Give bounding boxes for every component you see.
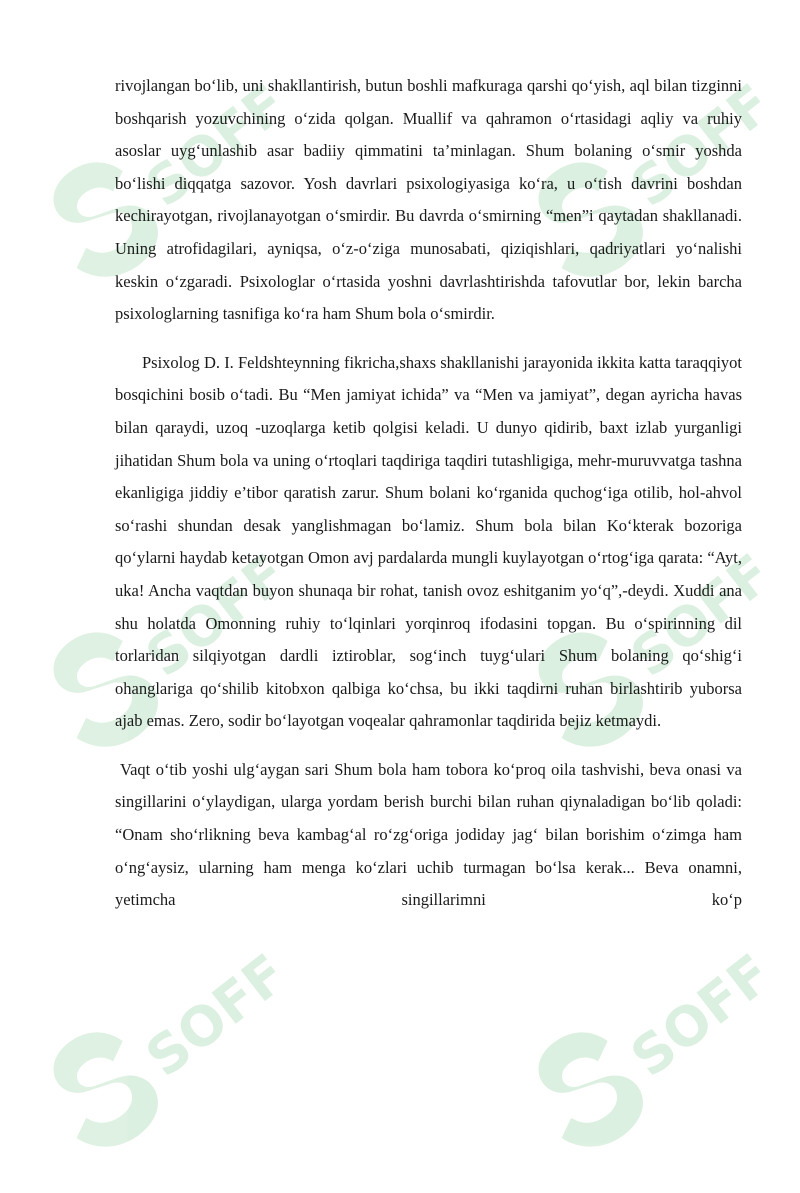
paragraph-3: Vaqt o‘tib yoshi ulg‘aygan sari Shum bola ham tobora ko‘proq oila tashvishi, beva onasi va singillarini o‘ylaydigan, ularga yordam berish burchi bilan ruhan qiynaladigan bo‘lib qoladi: “Onam sho‘rlikning beva kambag‘al ro‘zg‘origa jodiday jag‘ bilan borishim o‘zimga ham o‘ng‘aysiz, ularning ham menga ko‘zlari uchib turmagan bo‘lsa kerak... Beva onamni, yetimcha singillarimni ko‘p <box>115 759 742 910</box>
svg-text:SOFF: SOFF <box>619 941 784 1090</box>
svg-text:SOFF: SOFF <box>134 71 299 220</box>
watermark-art <box>489 901 791 1189</box>
paragraph-1: rivojlangan bo‘lib, uni shakllantirish, butun boshli mafkuraga qarshi qo‘yish, aql bilan tizginni boshqarish yozuvchining o‘zida qolgan. Muallif va qahramon o‘rtasidagi aqliy va ruhiy asoslar uyg‘unlashib asar badiiy qimmatini ta’minlagan. Shum bolaning o‘smir yoshda bo‘lishi diqqatga sazovor. Yosh davrlari psixologiyasiga ko‘ra, u o‘tish davrini boshdan kechirayotgan, rivojlanayotgan o‘smirdir. Bu davrda o‘smirning “men”i qaytadan shakllanadi. Uning atrofidagilari, ayniqsa, o‘z-o‘ziga munosabati, qiziqishlari, qadriyatlari yo‘nalishi keskin o‘zgaradi. Psixologlar o‘rtasida yoshni davrlashtirishda tafovutlar bor, lekin barcha psixologlarning tasnifiga ko‘ra ham Shum bola o‘smirdir. <box>115 76 742 324</box>
svg-text:SOFF: SOFF <box>619 71 784 220</box>
paragraph-2: Psixolog D. I. Feldshteynning fikricha,shaxs shakllanishi jarayonida ikkita katta taraqqiyot bosqichini bosib o‘tadi. Bu “Men jamiyat ichida” va “Men va jamiyat”, degan ayricha havas bilan qaraydi, uzoq -uzoqlarga ketib qolgisi keladi. U dunyo qidirib, baxt izlab yurganligi jihatidan Shum bola va uning o‘rtoqlari taqdiriga taqdiri tutashligiga, mehr-muruvvatga tashna ekanligiga jiddiy e’tibor qaratish zarur. Shum bolani ko‘rganida quchog‘iga otilib, hol-ahvol so‘rashi shundan desak yanglishmagan bo‘lamiz. Shum bola bilan Ko‘kterak bozoriga qo‘ylarni haydab ketayotgan Omon avj pardalarda mungli kuylayotgan o‘rtog‘iga qarata: “Ayt, uka! Ancha vaqtdan buyon shunaqa bir rohat, tanish ovoz eshitganim yo‘q”,-deydi. Xuddi ana shu holatda Omonning ruhiy to‘lqinlari yorqinroq ifodasini topgan. Bu o‘spirinning dil torlaridan silqiyotgan dardli iztiroblar, sog‘inch tuyg‘ulari Shum bolaning qo‘shig‘i ohanglariga qo‘shilib kitobxon qalbiga ko‘chsa, bu ikki taqdirni ruhan birlashtirib yuborsa ajab emas. Zero, sodir bo‘layotgan voqealar qahramonlar taqdirida bejiz ketmaydi. <box>115 352 742 731</box>
svg-text:SOFF: SOFF <box>619 541 784 690</box>
document-page <box>115 70 742 917</box>
watermark-logo <box>4 901 306 1189</box>
watermark-logo <box>489 901 791 1189</box>
svg-text:SOFF: SOFF <box>134 941 299 1090</box>
watermark-art <box>4 901 306 1189</box>
svg-text:SOFF: SOFF <box>134 541 299 690</box>
